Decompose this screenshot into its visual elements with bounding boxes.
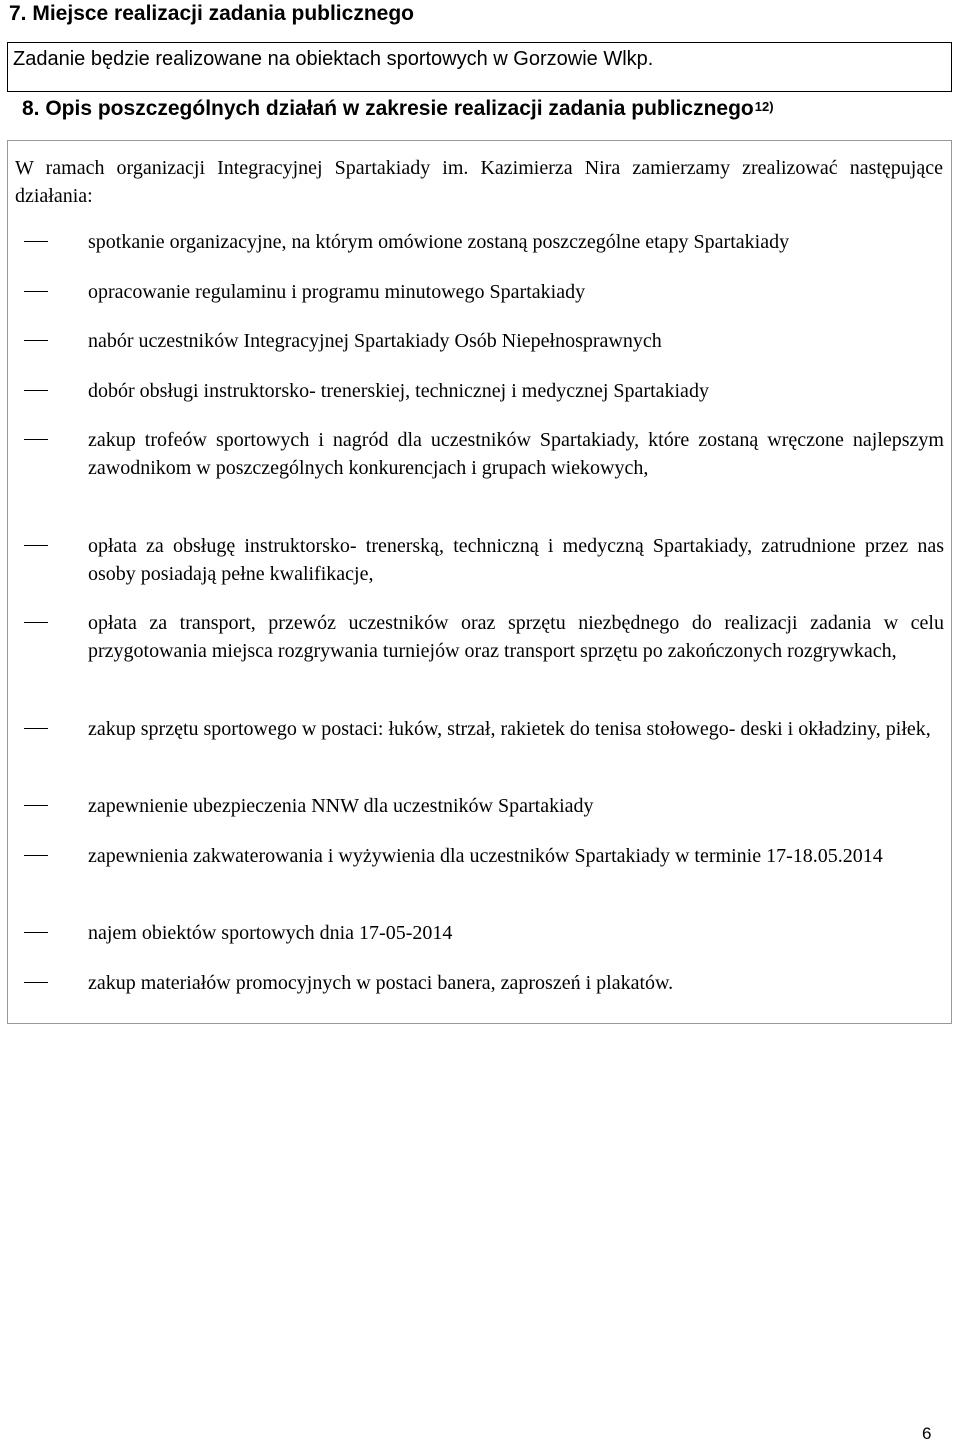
dash-bullet-icon: [24, 291, 48, 292]
list-item: nabór uczestników Integracyjnej Spartakiady Osób Niepełnosprawnych: [88, 327, 944, 355]
dash-bullet-icon: [24, 982, 48, 983]
section-7-box: [7, 42, 952, 92]
dash-bullet-icon: [24, 241, 48, 242]
list-item: najem obiektów sportowych dnia 17-05-2014: [88, 919, 944, 947]
list-item: zakup trofeów sportowych i nagród dla uczestników Spartakiady, które zostaną wręczone najlepszym zawodnikom w poszczególnych konkurencjach i grupach wiekowych,: [88, 426, 944, 482]
list-item: opracowanie regulaminu i programu minutowego Spartakiady: [88, 278, 944, 306]
dash-bullet-icon: [24, 855, 48, 856]
section-8-box: [7, 140, 952, 1024]
footnote-ref: 12): [754, 99, 774, 114]
dash-bullet-icon: [24, 545, 48, 546]
section-8-heading: [22, 97, 774, 121]
dash-bullet-icon: [24, 932, 48, 933]
section-8-intro: W ramach organizacji Integracyjnej Spartakiady im. Kazimierza Nira zamierzamy zrealizować następujące działania:: [15, 157, 943, 207]
list-item: opłata za transport, przewóz uczestników oraz sprzętu niezbędnego do realizacji zadania w celu przygotowania miejsca rozgrywania turniejów oraz transport sprzętu po zakończonych rozgrywkach,: [88, 609, 944, 665]
list-item: spotkanie organizacyjne, na którym omówione zostaną poszczególne etapy Spartakiady: [88, 228, 944, 256]
section-7-content: Zadanie będzie realizowane na obiektach sportowych w Gorzowie Wlkp.: [13, 48, 654, 70]
dash-bullet-icon: [24, 439, 48, 440]
section-8-heading-text: 8. Opis poszczególnych działań w zakresie realizacji zadania publicznego: [22, 97, 754, 120]
dash-bullet-icon: [24, 805, 48, 806]
list-item: zakup sprzętu sportowego w postaci: łuków, strzał, rakietek do tenisa stołowego- deski i okładziny, piłek,: [88, 715, 944, 743]
dash-bullet-icon: [24, 340, 48, 341]
dash-bullet-icon: [24, 728, 48, 729]
list-item: opłata za obsługę instruktorsko- trenerską, techniczną i medyczną Spartakiady, zatrudnione przez nas osoby posiadają pełne kwalifikacje,: [88, 532, 944, 588]
section-7-heading: 7. Miejsce realizacji zadania publicznego: [9, 2, 414, 25]
list-item: zapewnienia zakwaterowania i wyżywienia dla uczestników Spartakiady w terminie 17-18.05.2014: [88, 842, 944, 870]
list-item: dobór obsługi instruktorsko- trenerskiej, technicznej i medycznej Spartakiady: [88, 377, 944, 405]
dash-bullet-icon: [24, 390, 48, 391]
list-item: zakup materiałów promocyjnych w postaci banera, zaproszeń i plakatów.: [88, 969, 944, 997]
dash-bullet-icon: [24, 622, 48, 623]
page-number: 6: [922, 1424, 932, 1443]
list-item: zapewnienie ubezpieczenia NNW dla uczestników Spartakiady: [88, 792, 944, 820]
